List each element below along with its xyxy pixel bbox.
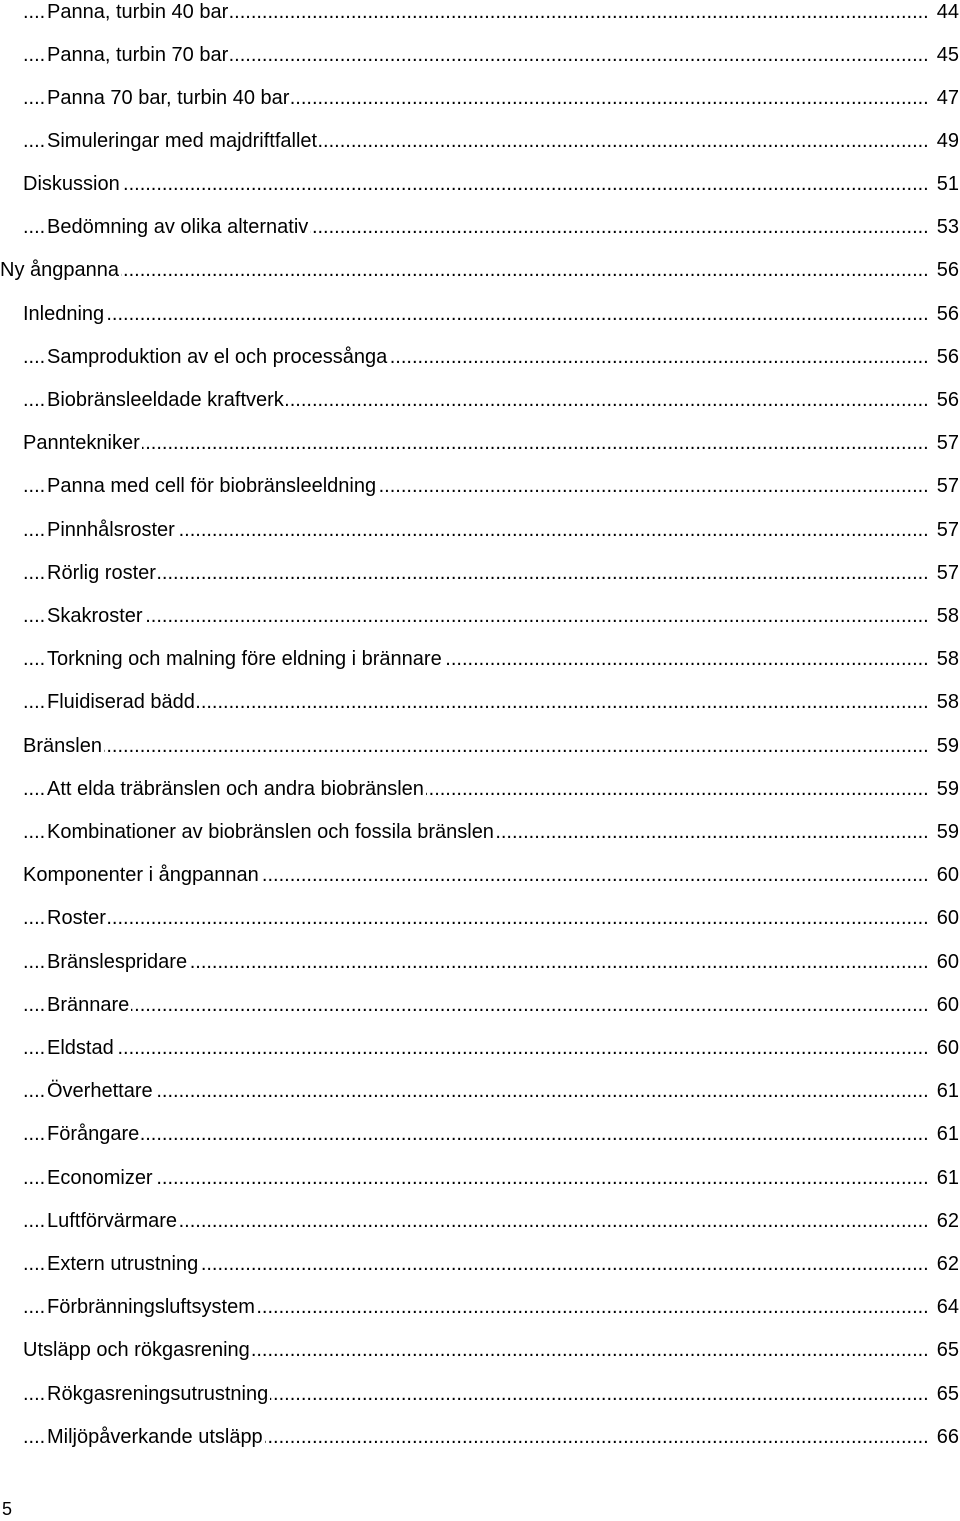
toc-entry-title: Luftförvärmare — [47, 1210, 178, 1232]
toc-entry[interactable] — [0, 431, 960, 474]
toc-entry[interactable] — [0, 993, 960, 1036]
toc-entry-title: Brännare — [47, 994, 130, 1016]
toc-entry-page: 60 — [931, 993, 959, 1017]
toc-leader-dots — [23, 1122, 930, 1146]
toc-entry-title: Eldstad — [47, 1037, 114, 1059]
toc-entry-page: 57 — [931, 431, 959, 455]
toc-entry-title: Panna, turbin 70 bar — [47, 44, 229, 66]
toc-entry-title: Biobränsleeldade kraftverk — [47, 389, 284, 411]
toc-entry[interactable] — [0, 647, 960, 690]
toc-entry-page: 60 — [931, 1036, 959, 1060]
toc-entry-page: 57 — [931, 474, 959, 498]
toc-leader-dots — [23, 172, 930, 196]
toc-entry-page: 45 — [931, 43, 959, 67]
toc-entry-title: Rökgasreningsutrustning — [47, 1383, 269, 1405]
toc-entry-page: 61 — [931, 1166, 959, 1190]
toc-entry[interactable] — [0, 474, 960, 517]
toc-entry[interactable] — [0, 1122, 960, 1165]
toc-leader-dots — [23, 1079, 930, 1103]
toc-entry[interactable] — [0, 129, 960, 172]
toc-entry-page: 62 — [931, 1209, 959, 1233]
toc-entry-page: 60 — [931, 906, 959, 930]
toc-entry-title: Utsläpp och rökgasrening — [23, 1339, 250, 1361]
toc-entry[interactable] — [0, 734, 960, 777]
toc-entry[interactable] — [0, 1209, 960, 1252]
toc-entry[interactable] — [0, 1252, 960, 1295]
toc-entry[interactable] — [0, 1295, 960, 1338]
toc-entry-title: Samproduktion av el och processånga — [47, 346, 388, 368]
toc-entry[interactable] — [0, 950, 960, 993]
toc-leader-dots — [23, 604, 930, 628]
toc-entry[interactable] — [0, 1425, 960, 1468]
toc-entry[interactable] — [0, 1166, 960, 1209]
toc-entry[interactable] — [0, 820, 960, 863]
toc-entry-title: Bedömning av olika alternativ — [47, 216, 309, 238]
toc-leader-dots — [23, 302, 930, 326]
toc-entry-title: Skakroster — [47, 605, 143, 627]
toc-entry-title: Inledning — [23, 303, 105, 325]
toc-entry[interactable] — [0, 1036, 960, 1079]
toc-leader-dots — [23, 431, 930, 455]
toc-entry[interactable] — [0, 86, 960, 129]
toc-entry-page: 61 — [931, 1079, 959, 1103]
toc-entry-title: Rörlig roster — [47, 562, 156, 584]
toc-entry-page: 58 — [931, 647, 959, 671]
toc-entry-title: Roster — [47, 907, 106, 929]
toc-entry[interactable] — [0, 302, 960, 345]
toc-entry-title: Panna, turbin 40 bar — [47, 1, 229, 23]
toc-leader-dots — [23, 906, 930, 930]
toc-entry-title: Kombinationer av biobränslen och fossila bränslen — [47, 821, 494, 843]
toc-entry-page: 56 — [931, 302, 959, 326]
toc-entry-page: 59 — [931, 820, 959, 844]
toc-entry-title: Överhettare — [47, 1080, 153, 1102]
toc-entry-title: Extern utrustning — [47, 1253, 199, 1275]
toc-entry-page: 66 — [931, 1425, 959, 1449]
toc-entry-title: Fluidiserad bädd — [47, 691, 195, 713]
toc-entry-title: Förångare — [47, 1123, 140, 1145]
toc-entry-title: Panntekniker — [23, 432, 140, 454]
toc-entry[interactable] — [0, 258, 960, 301]
toc-entry[interactable] — [0, 518, 960, 561]
toc-entry-page: 44 — [931, 0, 959, 24]
toc-entry[interactable] — [0, 43, 960, 86]
toc-entry-page: 60 — [931, 950, 959, 974]
toc-entry-title: Bränslen — [23, 735, 102, 757]
toc-entry-title: Miljöpåverkande utsläpp — [47, 1426, 263, 1448]
toc-entry-page: 64 — [931, 1295, 959, 1319]
toc-entry[interactable] — [0, 777, 960, 820]
toc-entry-page: 60 — [931, 863, 959, 887]
toc-entry[interactable] — [0, 690, 960, 733]
page-number: 5 — [2, 1499, 13, 1519]
toc-entry-page: 47 — [931, 86, 959, 110]
toc-entry-title: Simuleringar med majdriftfallet — [47, 130, 318, 152]
toc-entry-page: 53 — [931, 215, 959, 239]
toc-entry[interactable] — [0, 906, 960, 949]
toc-entry-title: Ny ångpanna — [0, 259, 119, 281]
toc-entry-page: 59 — [931, 777, 959, 801]
toc-entry-page: 57 — [931, 518, 959, 542]
toc-entry-title: Economizer — [47, 1167, 153, 1189]
toc-entry[interactable] — [0, 1338, 960, 1381]
toc-leader-dots — [23, 734, 930, 758]
toc-leader-dots — [23, 561, 930, 585]
toc-entry-title: Att elda träbränslen och andra biobränslen — [47, 778, 424, 800]
toc-entry-page: 56 — [931, 258, 959, 282]
toc-entry-page: 56 — [931, 345, 959, 369]
toc-entry[interactable] — [0, 1382, 960, 1425]
toc-entry-page: 57 — [931, 561, 959, 585]
toc-entry[interactable] — [0, 0, 960, 43]
toc-entry-title: Panna med cell för biobränsleeldning — [47, 475, 377, 497]
toc-entry[interactable] — [0, 863, 960, 906]
toc-entry-page: 65 — [931, 1382, 959, 1406]
toc-entry-page: 56 — [931, 388, 959, 412]
toc-entry-title: Pinnhålsroster — [47, 519, 175, 541]
toc-entry-page: 62 — [931, 1252, 959, 1276]
toc-entry-title: Torkning och malning före eldning i brännare — [47, 648, 442, 670]
toc-leader-dots — [23, 993, 930, 1017]
toc-entry-page: 58 — [931, 604, 959, 628]
toc-entry-title: Diskussion — [23, 173, 120, 195]
toc-entry[interactable] — [0, 345, 960, 388]
toc-leader-dots — [23, 1036, 930, 1060]
toc-entry-title: Panna 70 bar, turbin 40 bar — [47, 87, 290, 109]
toc-entry-page: 58 — [931, 690, 959, 714]
toc-entry[interactable] — [0, 215, 960, 258]
toc-entry[interactable] — [0, 604, 960, 647]
toc-entry-title: Komponenter i ångpannan — [23, 864, 259, 886]
toc-leader-dots — [23, 1166, 930, 1190]
toc-entry[interactable] — [0, 1079, 960, 1122]
toc-entry-page: 51 — [931, 172, 959, 196]
toc-leader-dots — [23, 258, 930, 282]
toc-entry-page: 61 — [931, 1122, 959, 1146]
toc-entry-page: 49 — [931, 129, 959, 153]
toc-entry[interactable] — [0, 172, 960, 215]
toc-entry-title: Bränslespridare — [47, 951, 188, 973]
toc-entry-title: Förbränningsluftsystem — [47, 1296, 255, 1318]
toc-entry-page: 65 — [931, 1338, 959, 1362]
toc-entry[interactable] — [0, 561, 960, 604]
toc-entry-page: 59 — [931, 734, 959, 758]
toc-entry[interactable] — [0, 388, 960, 431]
